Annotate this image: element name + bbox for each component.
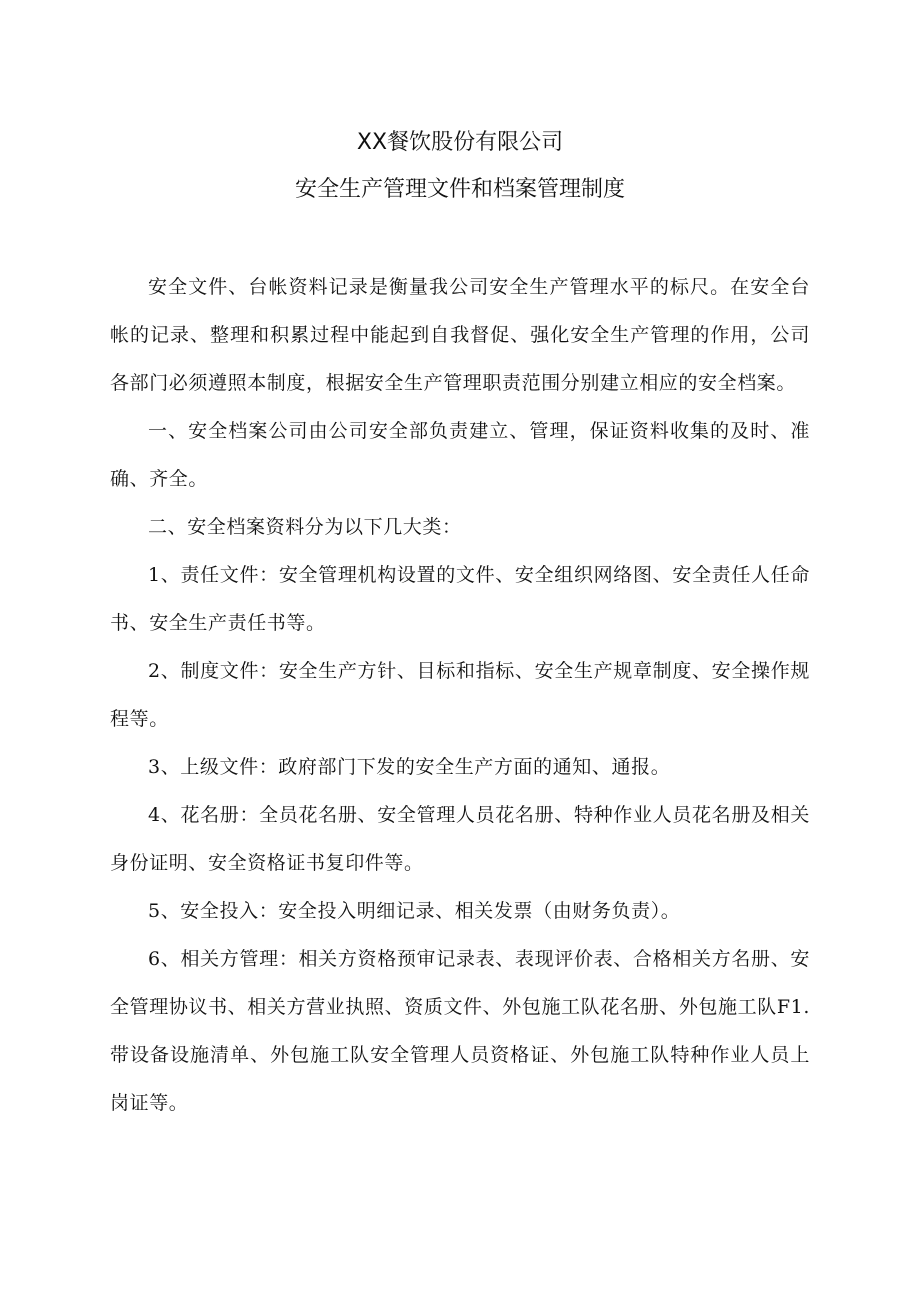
list-item-rosters: 4、花名册：全员花名册、安全管理人员花名册、特种作业人员花名册及相关身份证明、安全资格证书复印件等。	[110, 804, 810, 874]
list-item-safety-investment: 5、安全投入：安全投入明细记录、相关发票（由财务负责）。	[148, 900, 681, 922]
list-item-responsibility-files: 1、责任文件：安全管理机构设置的文件、安全组织网络图、安全责任人任命书、安全生产责任书等。	[110, 564, 810, 634]
document-body	[110, 263, 810, 1127]
document-title: 安全生产管理文件和档案管理制度	[294, 177, 625, 202]
list-item-policy-files: 2、制度文件：安全生产方针、目标和指标、安全生产规章制度、安全操作规程等。	[110, 660, 810, 730]
section-two-heading: 二、安全档案资料分为以下几大类：	[148, 516, 462, 538]
section-one-paragraph: 一、安全档案公司由公司安全部负责建立、管理，保证资料收集的及时、准确、齐全。	[110, 420, 810, 490]
list-item-superior-files: 3、上级文件：政府部门下发的安全生产方面的通知、通报。	[148, 756, 671, 778]
list-item-related-party-management: 6、相关方管理：相关方资格预审记录表、表现评价表、合格相关方名册、安全管理协议书、相关方营业执照、资质文件、外包施工队花名册、外包施工队F1.带设备设施清单、外包施工队安全管理人员资格证、外包施工队特种作业人员上岗证等。	[110, 948, 810, 1114]
company-title: XX餐饮股份有限公司	[356, 130, 564, 155]
intro-paragraph: 安全文件、台帐资料记录是衡量我公司安全生产管理水平的标尺。在安全台帐的记录、整理和积累过程中能起到自我督促、强化安全生产管理的作用，公司各部门必须遵照本制度，根据安全生产管理职责范围分别建立相应的安全档案。	[110, 276, 810, 394]
